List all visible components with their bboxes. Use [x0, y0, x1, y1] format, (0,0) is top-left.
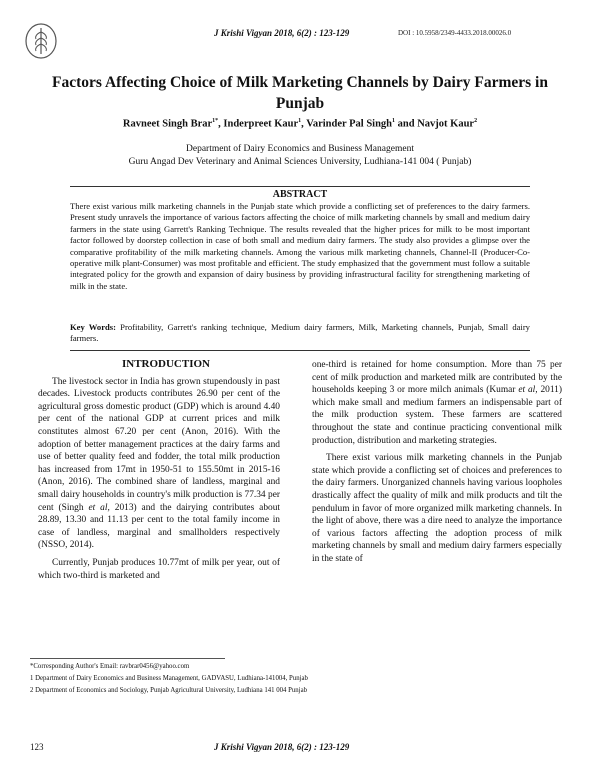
- body-paragraph: Currently, Punjab produces 10.77mt of milk per year, out of which two-third is marketed and: [38, 557, 280, 581]
- abstract-bottom-rule: [70, 350, 530, 351]
- journal-logo-icon: [24, 22, 58, 60]
- paragraph-text: 2011) which make small and medium farmers an indispensable part of the milk production system. These farmers are scattered throughout the state and continue practicing conventional milk production, distribution and marketing strategies.: [312, 385, 562, 446]
- author-affiliation-mark: 1*: [212, 118, 219, 124]
- affiliation: [30, 143, 570, 169]
- author-name: Varinder Pal Singh: [306, 118, 393, 130]
- footnotes: [30, 661, 570, 697]
- author-separator: and: [395, 118, 418, 130]
- footer-journal: J Krishi Vigyan 2018, 6(2) : 123-129: [214, 742, 350, 752]
- paragraph-text: one-third is retained for home consumption. More than 75 per cent of milk production and marketed milk are contributed by the households keeping 3 or more milch animals (Kumar: [312, 360, 562, 396]
- body-paragraph: [38, 376, 280, 552]
- author-name: Navjot Kaur: [417, 118, 475, 130]
- author-affiliation-mark: 2: [474, 118, 478, 124]
- author-separator: ,: [301, 118, 307, 130]
- section-heading-introduction: INTRODUCTION: [121, 358, 210, 370]
- paper-title: Factors Affecting Choice of Milk Marketing Channels by Dairy Farmers in Punjab: [52, 74, 548, 112]
- abstract-text: There exist various milk marketing channels in the Punjab state which provide a conflicting set of preferences to the dairy farmers. Present study unravels the importance of various factors affecting the choice of milk marketing channels by small and medium dairy farmers in the state using Garrett's Ranking Technique. The results revealed that the higher prices for milk to be most important factor followed by doorstep collection in case of both small and medium dairy farmers. The study also provides a glimpse over the comparative profitability of the milk marketing channels. Among the various milk marketing channels, Channel-II (Producer-Co-operative milk plant-Consumer) was most profitable and efficient. The study emphasized that the government must follow a suitable integrated policy for the growth and expansion of dairy business by providing infrastructural facility for strengthening marketing of milk in the state.: [70, 201, 530, 291]
- paragraph-text: The livestock sector in India has grown stupendously in past decades. Livestock products contributes 26.90 per cent of the agricultural gross domestic product (GDP) which is around 4.40 per cent of the national GDP at current prices and milk constitutes almost 67.20 per cent (Anon, 2016). With the adoption of better management practices at the dairy farms and use of better quality feed and fodder, the total milk production has increased from 17mt in 1950-51 to 155.50mt in 2015-16 (Anon, 2016). The combined share of landless, marginal and small dairy households in country's milk production is 77.34 per cent (Singh: [38, 376, 280, 513]
- keywords-label: Key Words:: [70, 322, 117, 332]
- author-name: Inderpreet Kaur: [223, 118, 299, 130]
- affiliation-department: Department of Dairy Economics and Business Management: [186, 144, 414, 154]
- keywords: [70, 322, 530, 345]
- author-list: [30, 118, 570, 130]
- paragraph-text: 2013) and the dairying contributes about 28.89, 13.30 and 11.13 per cent to the total family income in case of landless, marginal and smallholders respectively (NSSO, 2014).: [38, 502, 280, 551]
- author-name: Ravneet Singh Brar: [122, 118, 213, 130]
- body-paragraph: [312, 359, 562, 447]
- abstract-heading: ABSTRACT: [272, 189, 328, 200]
- citation-etal: et al,: [88, 502, 110, 513]
- doi-text: DOI : 10.5958/2349-4433.2018.00026.0: [398, 29, 512, 37]
- page-number: 123: [30, 742, 44, 752]
- body-column-right: [312, 359, 562, 566]
- footnote-2: 2 Department of Economics and Sociology, Punjab Agricultural University, Ludhiana 141 004 Punjab: [30, 687, 307, 694]
- citation-etal: et al,: [518, 385, 538, 396]
- body-paragraph: There exist various milk marketing channels in the Punjab state which provide a conflicting set of choices and preferences to the dairy farmers. Unorganized channels having various loopholes drastically affect the quality of milk and milk products and tilt the pendulum in favor of more organized milk marketing channels. In the light of above, there was a dire need to analyze the importance of various factors affecting the adoption process of milk marketing channels by small and medium dairy farmers especially in the state of: [312, 453, 562, 564]
- footnote-corresponding-author: *Corresponding Author's Email: ravbrar0456@yahoo.com: [30, 663, 190, 670]
- affiliation-university: Guru Angad Dev Veterinary and Animal Sciences University, Ludhiana-141 004 ( Punjab): [128, 157, 472, 167]
- author-affiliation-mark: 1: [392, 118, 396, 124]
- author-affiliation-mark: 1: [298, 118, 302, 124]
- body-column-left: [38, 358, 280, 582]
- footnote-1: 1 Department of Dairy Economics and Business Management, GADVASU, Ludhiana-141004, Punjab: [30, 675, 308, 682]
- keywords-list: Profitability, Garrett's ranking technique, Medium dairy farmers, Milk, Marketing channels, Punjab, Small dairy farmers.: [70, 322, 530, 344]
- abstract-top-rule: [70, 186, 530, 187]
- footnote-rule: [30, 658, 225, 659]
- journal-header: J Krishi Vigyan 2018, 6(2) : 123-129: [214, 28, 350, 38]
- author-separator: ,: [218, 118, 224, 130]
